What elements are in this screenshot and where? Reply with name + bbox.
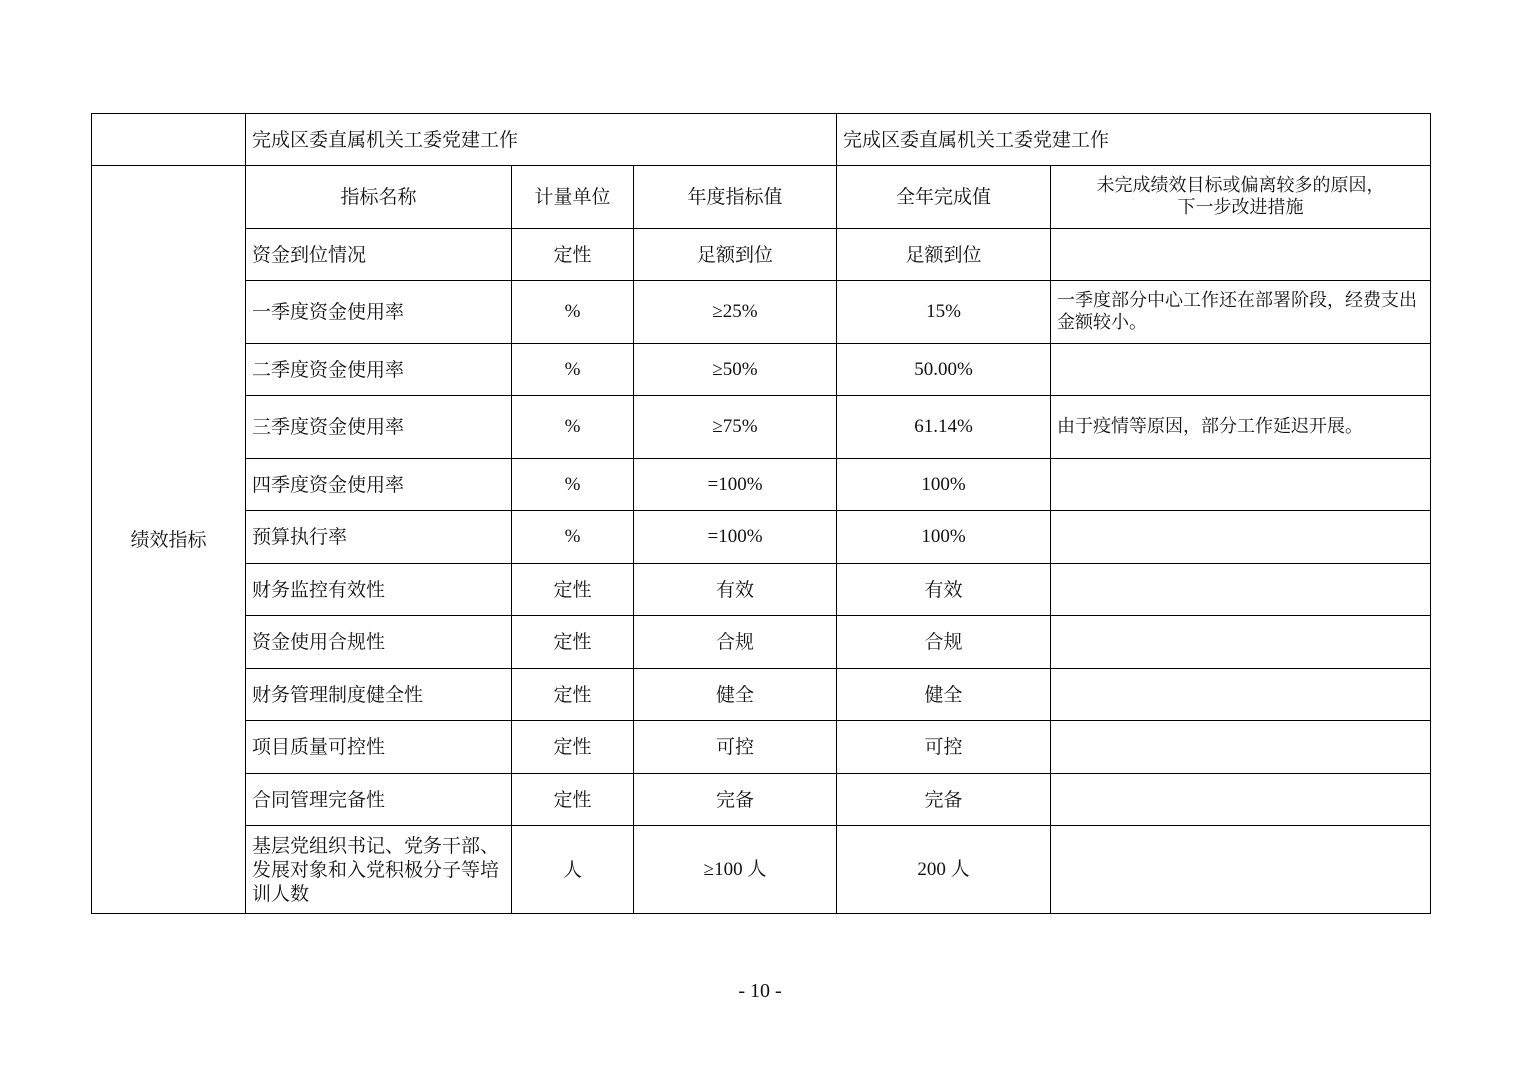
reason-text — [1051, 459, 1431, 511]
actual-value: 可控 — [837, 721, 1051, 774]
unit-value: 定性 — [512, 774, 634, 826]
unit-value: 定性 — [512, 229, 634, 281]
target-value: 完备 — [634, 774, 837, 826]
header-actual: 全年完成值 — [837, 166, 1051, 229]
target-value: 合规 — [634, 616, 837, 669]
table-row — [92, 826, 1431, 914]
target-value: ≥75% — [634, 396, 837, 459]
target-value: 有效 — [634, 564, 837, 616]
header-row — [92, 166, 1431, 229]
indicator-name: 合同管理完备性 — [246, 774, 512, 826]
header-indicator: 指标名称 — [246, 166, 512, 229]
indicator-name: 四季度资金使用率 — [246, 459, 512, 511]
unit-value: 定性 — [512, 616, 634, 669]
actual-value: 15% — [837, 281, 1051, 344]
indicator-name: 一季度资金使用率 — [246, 281, 512, 344]
unit-value: 定性 — [512, 564, 634, 616]
reason-text — [1051, 344, 1431, 396]
actual-value: 61.14% — [837, 396, 1051, 459]
target-value: 健全 — [634, 669, 837, 721]
table-row — [92, 721, 1431, 774]
header-annual-target: 年度指标值 — [634, 166, 837, 229]
actual-value: 合规 — [837, 616, 1051, 669]
table-row — [92, 511, 1431, 564]
target-value: ≥50% — [634, 344, 837, 396]
reason-text — [1051, 229, 1431, 281]
target-value: =100% — [634, 511, 837, 564]
header-reason-line2: 下一步改进措施 — [1177, 197, 1304, 218]
table-row — [92, 344, 1431, 396]
project-name-left: 完成区委直属机关工委党建工作 — [246, 114, 837, 166]
indicator-name: 项目质量可控性 — [246, 721, 512, 774]
unit-value: 定性 — [512, 721, 634, 774]
unit-value: 定性 — [512, 669, 634, 721]
table-row — [92, 774, 1431, 826]
indicator-name: 资金到位情况 — [246, 229, 512, 281]
indicator-name: 财务监控有效性 — [246, 564, 512, 616]
actual-value: 完备 — [837, 774, 1051, 826]
reason-text: 一季度部分中心工作还在部署阶段，经费支出金额较小。 — [1051, 281, 1431, 344]
unit-value: 人 — [512, 826, 634, 914]
unit-value: % — [512, 281, 634, 344]
table-row — [92, 281, 1431, 344]
unit-value: % — [512, 344, 634, 396]
unit-value: % — [512, 459, 634, 511]
page-number: - 10 - — [738, 980, 782, 1002]
blank-cell — [92, 114, 246, 166]
indicator-name: 二季度资金使用率 — [246, 344, 512, 396]
unit-value: % — [512, 511, 634, 564]
actual-value: 有效 — [837, 564, 1051, 616]
actual-value: 健全 — [837, 669, 1051, 721]
category-label-cell: 绩效指标 — [92, 166, 246, 914]
reason-text — [1051, 774, 1431, 826]
reason-text: 由于疫情等原因，部分工作延迟开展。 — [1051, 396, 1431, 459]
table-row — [92, 459, 1431, 511]
indicator-name: 预算执行率 — [246, 511, 512, 564]
indicator-name: 资金使用合规性 — [246, 616, 512, 669]
actual-value: 足额到位 — [837, 229, 1051, 281]
indicator-name: 基层党组织书记、党务干部、发展对象和入党积极分子等培训人数 — [246, 826, 512, 914]
header-reason — [1051, 166, 1431, 229]
reason-text — [1051, 669, 1431, 721]
actual-value: 50.00% — [837, 344, 1051, 396]
unit-value: % — [512, 396, 634, 459]
table-row — [92, 229, 1431, 281]
actual-value: 100% — [837, 511, 1051, 564]
project-row — [92, 114, 1431, 166]
table-row — [92, 669, 1431, 721]
reason-text — [1051, 564, 1431, 616]
table-row — [92, 616, 1431, 669]
performance-indicator-table — [91, 113, 1431, 914]
reason-text — [1051, 511, 1431, 564]
actual-value: 100% — [837, 459, 1051, 511]
reason-text — [1051, 826, 1431, 914]
target-value: =100% — [634, 459, 837, 511]
project-name-right: 完成区委直属机关工委党建工作 — [837, 114, 1431, 166]
header-reason-line1: 未完成绩效目标或偏离较多的原因， — [1096, 175, 1385, 196]
target-value: 可控 — [634, 721, 837, 774]
target-value: ≥25% — [634, 281, 837, 344]
target-value: 足额到位 — [634, 229, 837, 281]
indicator-name: 财务管理制度健全性 — [246, 669, 512, 721]
actual-value: 200 人 — [837, 826, 1051, 914]
table-row — [92, 396, 1431, 459]
indicator-name: 三季度资金使用率 — [246, 396, 512, 459]
header-unit: 计量单位 — [512, 166, 634, 229]
table-row — [92, 564, 1431, 616]
reason-text — [1051, 616, 1431, 669]
target-value: ≥100 人 — [634, 826, 837, 914]
reason-text — [1051, 721, 1431, 774]
